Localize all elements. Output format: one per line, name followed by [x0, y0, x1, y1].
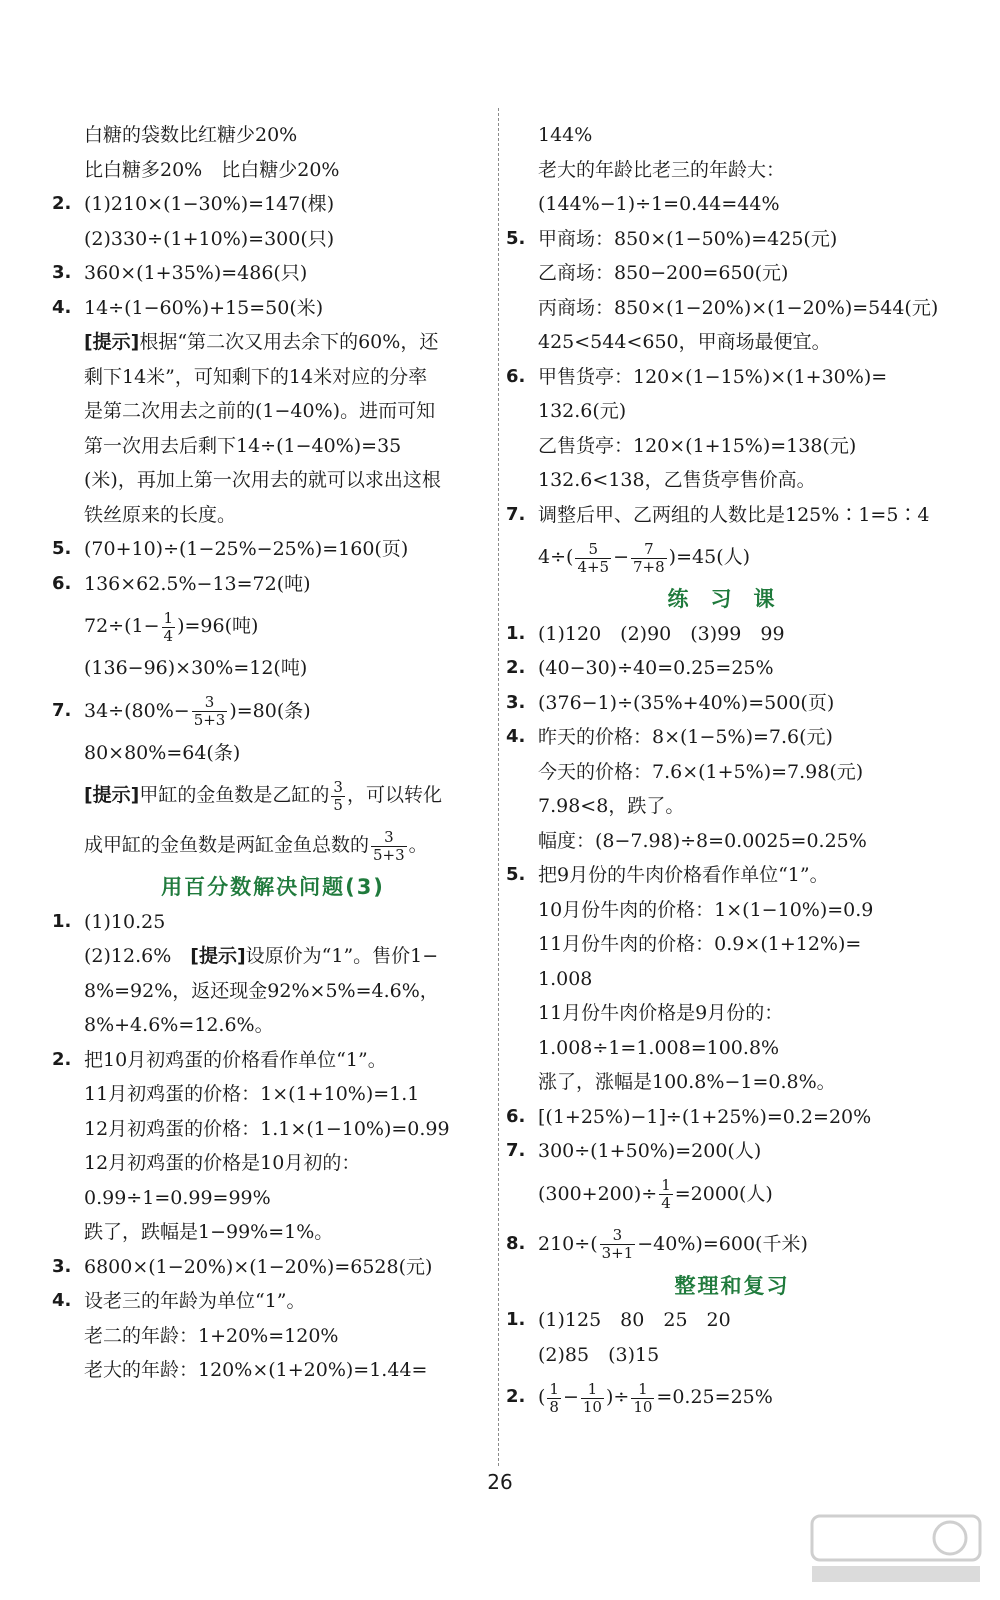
question-5: 5. 甲商场：850×(1−50%)=425(元)	[506, 227, 838, 250]
answer-line: 幅度：(8−7.98)÷8=0.0025=0.25%	[538, 829, 867, 852]
answer-line: 12月初鸡蛋的价格是10月初的：	[84, 1152, 361, 1174]
question-2: 2. (1)210×(1−30%)=147(棵)	[52, 193, 335, 215]
answer-line: 老大的年龄比老三的年龄大：	[538, 158, 786, 181]
section-heading-practice: 练习课	[667, 587, 797, 611]
hint-label: [提示]	[84, 784, 140, 806]
answer-line-fraction: 72÷(1− $\frac{1}{4}$ )=96(吨)	[84, 608, 259, 645]
question-4: 4. 14÷(1−60%)+15=50(米)	[52, 296, 324, 319]
question-3: 3. (376−1)÷(35%+40%)=500(页)	[506, 691, 835, 714]
answer-line: 老二的年龄：1+20%=120%	[84, 1324, 339, 1347]
answer-line: (2)85 (3)15	[538, 1343, 660, 1366]
hint-line: 是第二次用去之前的(1−40%)。进而可知	[84, 400, 436, 422]
question-7: 7. 调整后甲、乙两组的人数比是125%∶1=5∶4	[506, 503, 930, 526]
hint-label: [提示]	[84, 331, 140, 353]
answer-line: 1.008	[538, 967, 593, 990]
hint-line: [提示]根据“第二次又用去余下的60%，还	[84, 331, 439, 353]
question-4: 4. 设老三的年龄为单位“1”。	[52, 1290, 306, 1312]
question-6: 6. [(1+25%)−1]÷(1+25%)=0.2=20%	[506, 1105, 872, 1128]
answer-line: 132.6(元)	[538, 400, 627, 422]
hint-line: [提示]甲缸的金鱼数是乙缸的 $\frac{3}{5}$ ，可以转化	[84, 777, 442, 814]
question-1: 1. (1)125 80 25 20	[506, 1309, 731, 1331]
answer-line: 跌了，跌幅是1−99%=1%。	[84, 1221, 334, 1243]
question-7: 7. 34÷(80%− $\frac{3}{5+3}$ )=80(条)	[52, 693, 311, 729]
question-2: 2. ( $\frac{1}{8}$ − $\frac{1}{10}$ )÷ $\frac{1}{10}$ =0.25=25%	[506, 1379, 773, 1416]
question-3: 3. 6800×(1−20%)×(1−20%)=6528(元)	[52, 1255, 433, 1278]
answer-line: 乙商场：850−200=650(元)	[538, 262, 789, 284]
answer-line: 144%	[538, 124, 593, 146]
fraction: $\frac{3}{5+3}$	[193, 693, 226, 729]
fraction: $\frac{1}{4}$	[661, 1176, 671, 1212]
question-1: 1. (1)10.25	[52, 910, 166, 933]
question-4: 4. 昨天的价格：8×(1−5%)=7.6(元)	[506, 726, 833, 748]
answer-line: 11月份牛肉价格是9月份的：	[538, 1002, 784, 1024]
answer-line: 132.6<138，乙售货亭售价高。	[538, 469, 816, 491]
answer-line: (136−96)×30%=12(吨)	[84, 657, 308, 679]
question-5: 5. 把9月份的牛肉价格看作单位“1”。	[506, 864, 829, 886]
question-8: 8. 210÷( $\frac{3}{3+1}$ −40%)=600(千米)	[506, 1226, 808, 1262]
fraction: $\frac{1}{4}$	[163, 608, 174, 645]
question-1: 1. (1)120 (2)90 (3)99 99	[506, 622, 785, 645]
answer-line: 老大的年龄：120%×(1+20%)=1.44=	[84, 1359, 428, 1381]
answer-line: 12月初鸡蛋的价格：1.1×(1−10%)=0.99	[84, 1117, 450, 1140]
answer-line: 白糖的袋数比红糖少20%	[84, 124, 298, 146]
answer-line: 425<544<650，甲商场最便宜。	[538, 331, 831, 353]
answer-line: 今天的价格：7.6×(1+5%)=7.98(元)	[538, 760, 864, 783]
watermark-logo-icon	[810, 1512, 982, 1586]
answer-line: 乙售货亭：120×(1+15%)=138(元)	[538, 434, 857, 457]
answer-line: 80×80%=64(条)	[84, 741, 241, 764]
answer-line: (2)330÷(1+10%)=300(只)	[84, 227, 335, 250]
section-heading-3: 用百分数解决问题(3)	[161, 875, 385, 899]
answer-line: (144%−1)÷1=0.44=44%	[538, 193, 780, 215]
question-6: 6. 136×62.5%−13=72(吨)	[52, 572, 311, 595]
answer-line: 7.98<8，跌了。	[538, 795, 685, 817]
answer-line: 11月初鸡蛋的价格：1×(1+10%)=1.1	[84, 1083, 420, 1105]
page-number: 26	[487, 1470, 513, 1494]
hint-line: 铁丝原来的长度。	[84, 503, 237, 526]
section-heading-review: 整理和复习	[674, 1273, 790, 1298]
hint-line: 成甲缸的金鱼数是两缸金鱼总数的 $\frac{3}{5+3}$ 。	[84, 827, 428, 864]
fraction: $\frac{1}{10}$	[582, 1379, 602, 1416]
column-divider	[498, 108, 500, 1466]
answer-line-fraction: (300+200)÷ $\frac{1}{4}$ =2000(人)	[538, 1176, 773, 1212]
hint-line: 剩下14米”，可知剩下的14米对应的分率	[84, 365, 428, 388]
answer-line: 8%=92%，返还现金92%×5%=4.6%，	[84, 979, 439, 1002]
answer-line: 丙商场：850×(1−20%)×(1−20%)=544(元)	[538, 296, 939, 319]
fraction: $\frac{5}{4+5}$	[577, 539, 610, 576]
answer-line: 涨了，涨幅是100.8%−1=0.8%。	[538, 1071, 836, 1093]
answer-line: 8%+4.6%=12.6%。	[84, 1014, 274, 1036]
hint-label: [提示]	[190, 945, 246, 967]
question-2: 2. (40−30)÷40=0.25=25%	[506, 657, 774, 679]
answer-line: 10月份牛肉的价格：1×(1−10%)=0.9	[538, 898, 874, 921]
left-column	[52, 118, 494, 1388]
fraction: $\frac{1}{8}$	[549, 1379, 559, 1416]
answer-line: (2)12.6% [提示]设原价为“1”。售价1−	[84, 945, 439, 967]
question-5: 5. (70+10)÷(1−25%−25%)=160(页)	[52, 538, 409, 560]
answer-line: 11月份牛肉的价格：0.9×(1+12%)=	[538, 933, 862, 955]
fraction: $\frac{1}{10}$	[633, 1379, 653, 1416]
fraction: $\frac{3}{5+3}$	[373, 827, 405, 864]
question-7: 7. 300÷(1+50%)=200(人)	[506, 1140, 762, 1162]
question-3: 3. 360×(1+35%)=486(只)	[52, 262, 308, 284]
fraction: $\frac{3}{5}$	[333, 777, 343, 814]
answer-line-fraction: 4÷( $\frac{5}{4+5}$ − $\frac{7}{7+8}$ )=45(人)	[538, 539, 751, 576]
hint-line: 第一次用去后剩下14÷(1−40%)=35	[84, 434, 402, 457]
fraction: $\frac{3}{3+1}$	[601, 1226, 634, 1262]
answer-line: 比白糖多20% 比白糖少20%	[84, 158, 340, 181]
hint-line: (米)，再加上第一次用去的就可以求出这根	[84, 469, 441, 491]
answer-line: 1.008÷1=1.008=100.8%	[538, 1036, 780, 1059]
answer-line: 0.99÷1=0.99=99%	[84, 1186, 271, 1209]
right-column	[506, 118, 958, 1422]
question-2: 2. 把10月初鸡蛋的价格看作单位“1”。	[52, 1048, 387, 1071]
question-6: 6. 甲售货亭：120×(1−15%)×(1+30%)=	[506, 365, 888, 388]
fraction: $\frac{7}{7+8}$	[633, 539, 665, 576]
